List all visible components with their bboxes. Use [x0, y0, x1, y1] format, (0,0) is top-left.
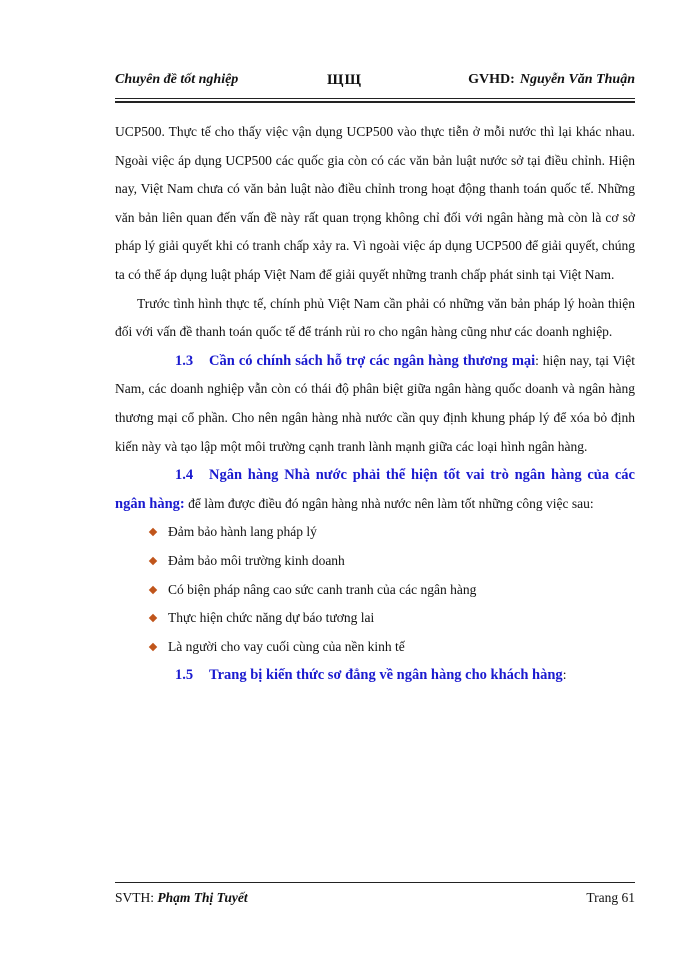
paragraph-second: Trước tình hình thực tế, chính phủ Việt Nam cần phải có những văn bản pháp lý hoàn thiện đối với vấn đề thanh toán quốc tế để tránh rủi ro cho ngân hàng cũng như các doanh nghiệp. [115, 295, 635, 340]
section-1-4-heading: Ngân hàng Nhà nước phải thể hiện tốt vai trò ngân hàng của các ngân hàng: [115, 467, 635, 512]
diamond-bullet-icon [149, 528, 157, 536]
supervisor-name: Nguyễn Văn Thuận [519, 72, 635, 87]
section-1-5 [115, 661, 635, 690]
document-title: Chuyên đề tốt nghiệp [115, 72, 239, 87]
section-1-3-number: 1.3 [175, 352, 194, 369]
section-1-5-suffix: : [562, 667, 567, 683]
diamond-bullet-icon [149, 557, 157, 565]
section-1-3-text: : hiện nay, tại Việt Nam, các doanh nghiệp vẫn còn có thái độ phân biệt giữa ngân hàng quốc doanh và ngân hàng thương mại cổ phần. Cho nên ngân hàng nhà nước cần quy định khung pháp lý để xóa bỏ định kiến này và tạo lập một môi trường cạnh tranh lành mạnh giữa các loại hình ngân hàng. [115, 352, 635, 454]
page-footer [115, 890, 635, 906]
page-header [115, 72, 635, 96]
supervisor-label: GVHD: [468, 72, 515, 87]
paragraph-continued: UCP500. Thực tế cho thấy việc vận dụng UCP500 vào thực tiễn ở mỗi nước thì lại khác nhau. Ngoài việc áp dụng UCP500 các quốc gia còn có các văn bản luật nước sở tại điều chỉnh. Hiện nay, Việt Nam chưa có văn bản luật nào điều chỉnh trong hoạt động thanh toán quốc tế. Những văn bản liên quan đến vấn đề này rất quan trọng không chỉ đối với ngân hàng mà còn là cơ sở pháp lý giải quyết khi có tranh chấp xảy ra. Vì ngoài việc áp dụng UCP500 để giải quyết, chúng ta có thể áp dụng luật pháp Việt Nam để giải quyết những tranh chấp phát sinh tại Việt Nam. [115, 124, 635, 282]
section-1-3-heading: Cần có chính sách hỗ trợ các ngân hàng thương mại [209, 352, 536, 369]
header-rule [115, 98, 635, 103]
header-ornament: ЩЩ [327, 72, 362, 88]
student-label: SVTH: [115, 890, 155, 905]
section-1-4 [115, 461, 635, 518]
list-item [150, 633, 635, 662]
list-item-text: Có biện pháp nâng cao sức canh tranh của các ngân hàng [168, 581, 477, 597]
list-item-text: Là người cho vay cuối cùng của nền kinh tế [168, 638, 405, 654]
section-1-5-heading: Trang bị kiến thức sơ đẳng về ngân hàng cho khách hàng [209, 667, 563, 684]
section-1-4-number: 1.4 [175, 467, 194, 484]
diamond-bullet-icon [149, 614, 157, 622]
footer-rule [115, 882, 635, 883]
supervisor-info [468, 72, 635, 88]
section-1-5-number: 1.5 [175, 667, 194, 684]
list-item-text: Đảm bảo hành lang pháp lý [168, 524, 317, 540]
diamond-bullet-icon [149, 585, 157, 593]
section-1-4-text: để làm được điều đó ngân hàng nhà nước nên làm tốt những công việc sau: [184, 495, 594, 511]
section-1-3 [115, 347, 635, 461]
student-name: Phạm Thị Tuyết [157, 890, 248, 905]
list-item [150, 547, 635, 576]
page-content [115, 118, 635, 690]
list-item [150, 604, 635, 633]
list-item [150, 518, 635, 547]
diamond-bullet-icon [149, 642, 157, 650]
list-item-text: Thực hiện chức năng dự báo tương lai [168, 610, 375, 626]
list-item-text: Đảm bảo môi trường kinh doanh [168, 552, 345, 568]
list-item [150, 576, 635, 605]
task-list [115, 518, 635, 661]
page-number: Trang 61 [586, 890, 635, 905]
